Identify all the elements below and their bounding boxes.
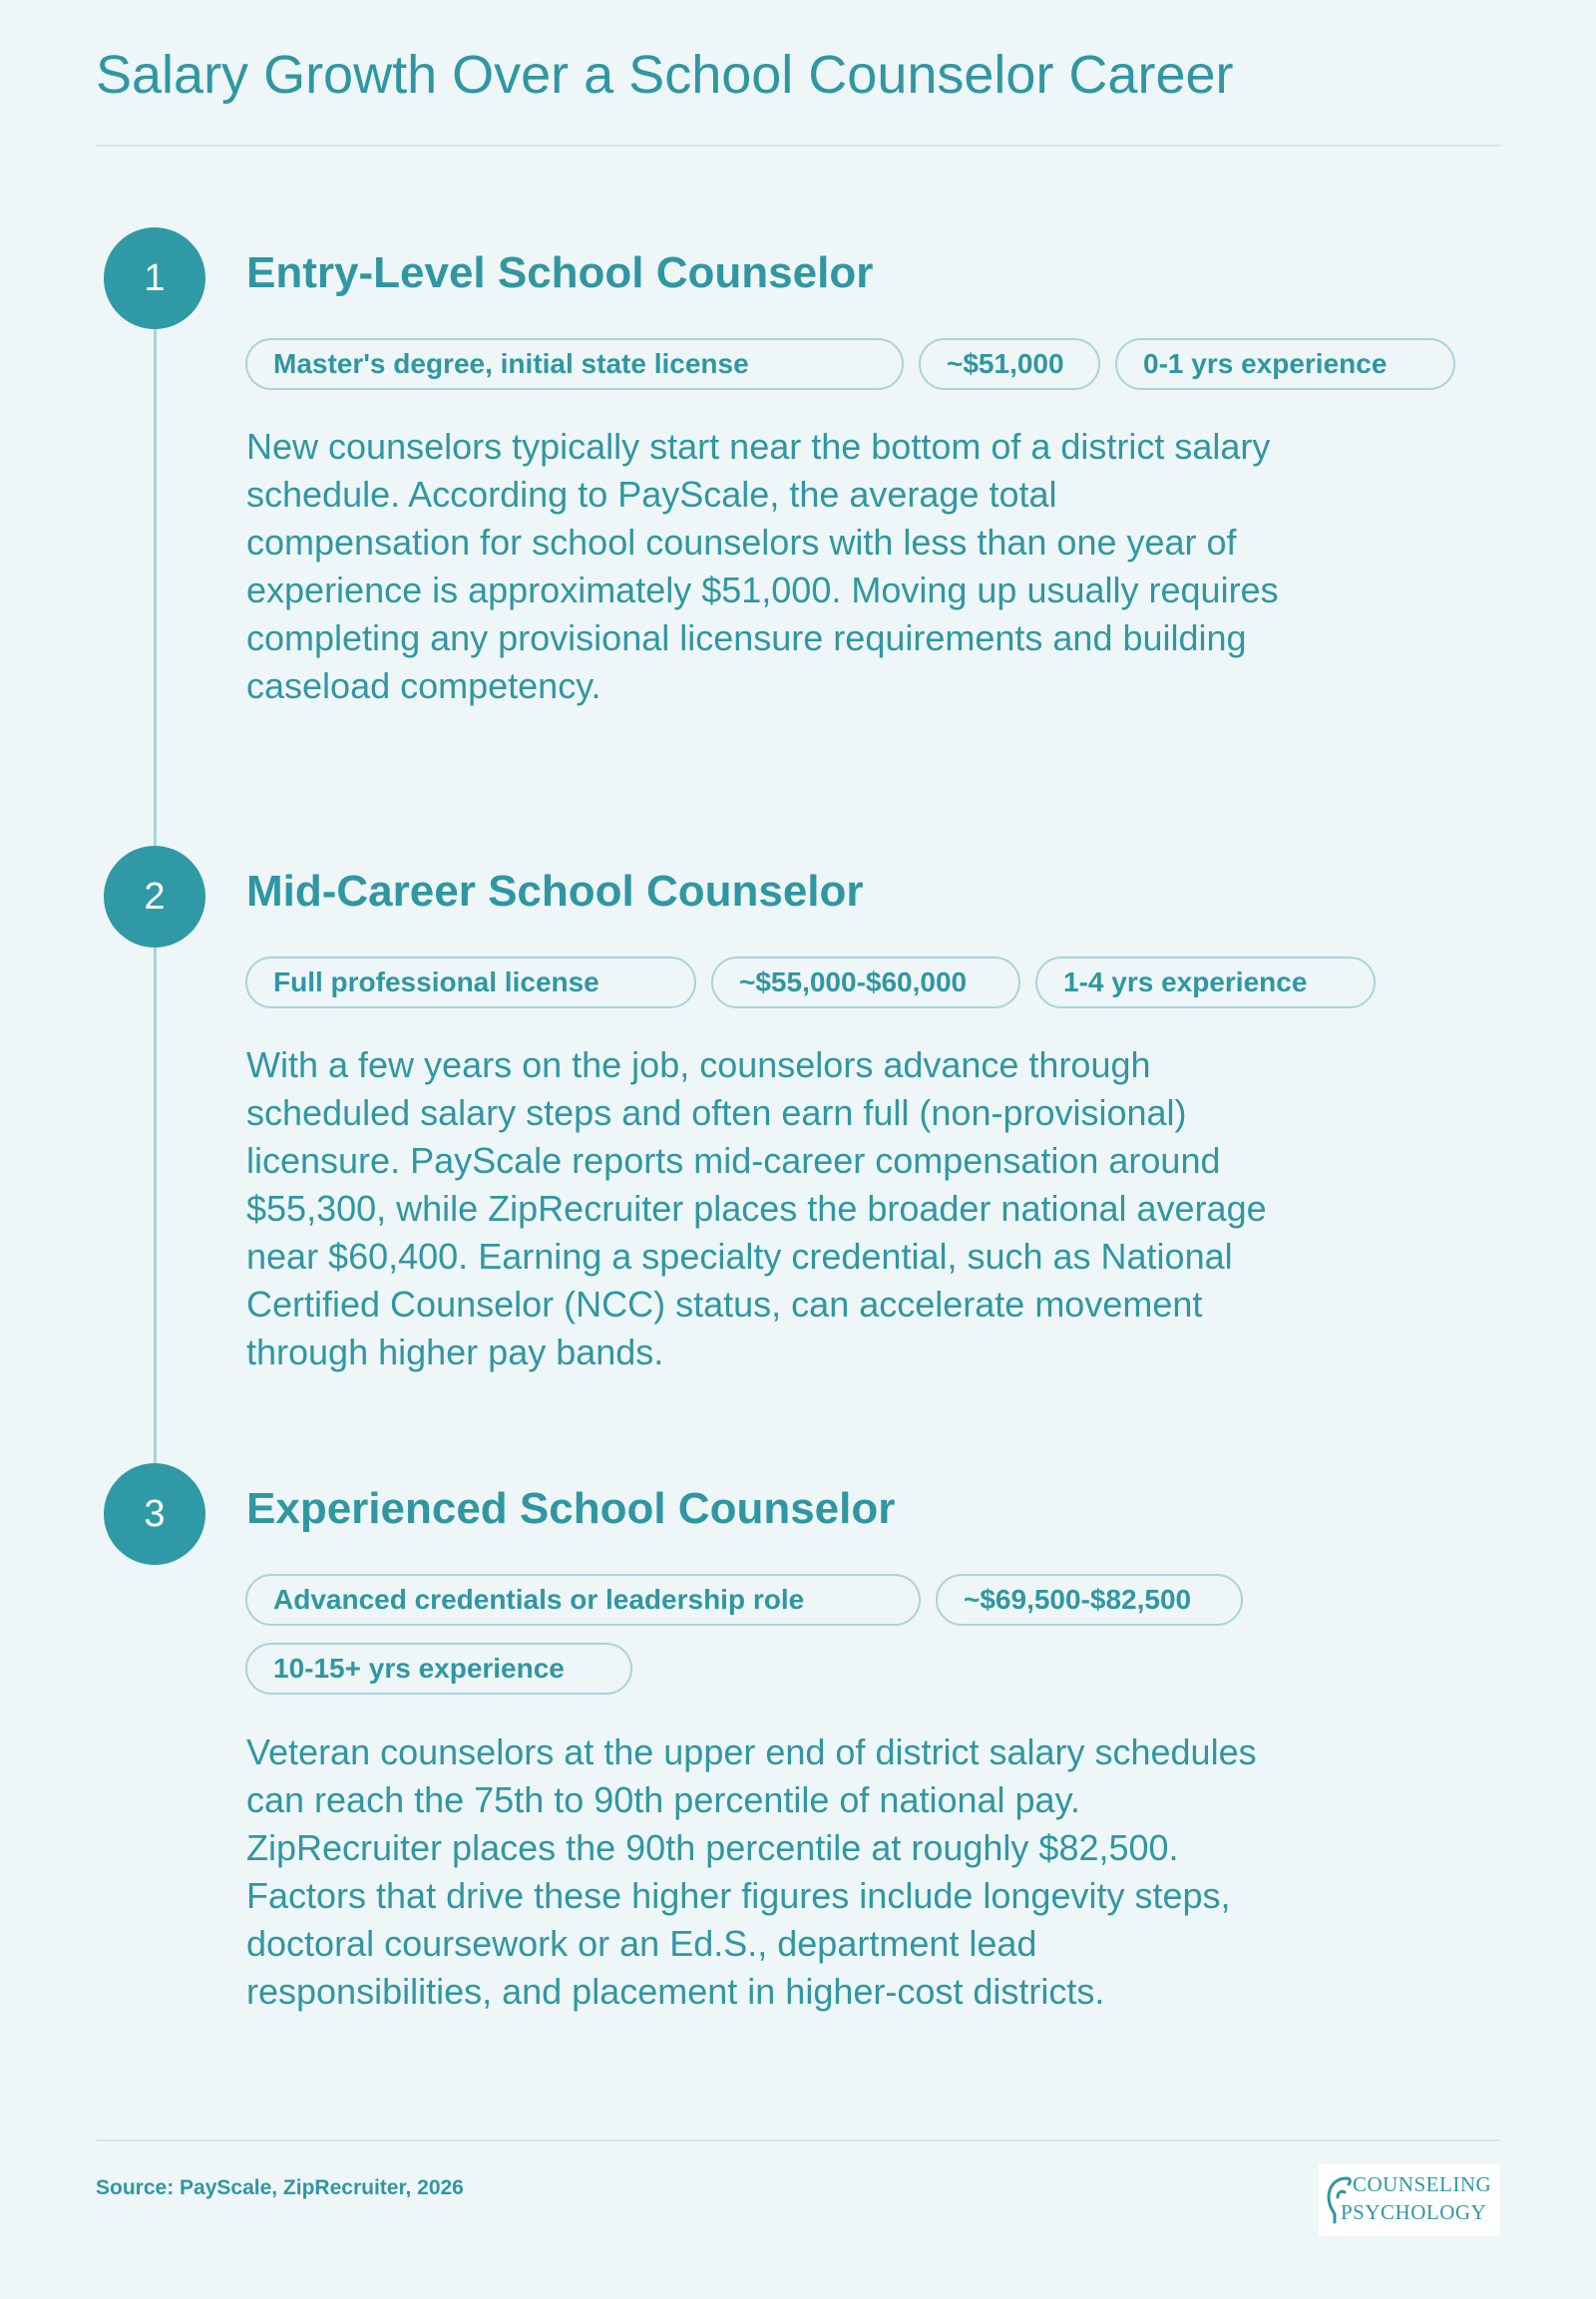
source-note: Source: PayScale, ZipRecruiter, 2026 bbox=[96, 2176, 464, 2199]
requirement-chip: Advanced credentials or leadership role bbox=[245, 1574, 921, 1626]
step-title: Experienced School Counselor bbox=[246, 1484, 896, 1533]
step-description: New counselors typically start near the bottom of a district salary schedule. According to PayScale, the average total compensation for school counselors with less than one year of experience is approximately $51,000. Moving up usually requires completing any provisional licensure requirements and building caseload competency. bbox=[246, 426, 1279, 706]
title-divider bbox=[96, 145, 1500, 147]
career-step-experienced bbox=[0, 1463, 1596, 2082]
logo-wordmark-top: COUNSELING bbox=[1353, 2172, 1492, 2196]
requirement-chip: Master's degree, initial state license bbox=[245, 338, 904, 390]
experience-chip: 10-15+ yrs experience bbox=[245, 1643, 632, 1695]
career-step-mid-career bbox=[0, 846, 1596, 1404]
logo-wordmark-bottom: PSYCHOLOGY bbox=[1341, 2200, 1487, 2224]
step-number-badge: 3 bbox=[104, 1463, 205, 1565]
salary-chip: ~$69,500-$82,500 bbox=[936, 1574, 1243, 1626]
step-title: Mid-Career School Counselor bbox=[246, 867, 864, 916]
requirement-chip: Full professional license bbox=[245, 957, 696, 1008]
page-title: Salary Growth Over a School Counselor Career bbox=[96, 45, 1234, 105]
step-number-badge: 2 bbox=[104, 846, 205, 948]
career-step-entry-level bbox=[0, 227, 1596, 726]
salary-chip: ~$51,000 bbox=[919, 338, 1100, 390]
salary-chip: ~$55,000-$60,000 bbox=[711, 957, 1020, 1008]
footer-divider bbox=[96, 2139, 1500, 2141]
experience-chip: 1-4 yrs experience bbox=[1035, 957, 1376, 1008]
step-number-badge: 1 bbox=[104, 227, 205, 329]
step-title: Entry-Level School Counselor bbox=[246, 248, 874, 297]
step-description: With a few years on the job, counselors advance through scheduled salary steps and often earn full (non-provisional) licensure. PayScale reports mid-career compensation around $55,300, while ZipRecruiter places the broader national average near $60,400. Earning a specialty credential, such as National Certified Counselor (NCC) status, can accelerate movement through higher pay bands. bbox=[246, 1044, 1267, 1372]
experience-chip: 0-1 yrs experience bbox=[1115, 338, 1455, 390]
step-description: Veteran counselors at the upper end of district salary schedules can reach the 75th to 90th percentile of national pay. ZipRecruiter places the 90th percentile at roughly $82,500. Factors that drive these higher figures include longevity steps, doctoral coursework or an Ed.S., department lead responsibilities, and placement in higher-cost districts. bbox=[246, 1731, 1257, 2012]
counseling-psychology-logo bbox=[1319, 2164, 1500, 2236]
